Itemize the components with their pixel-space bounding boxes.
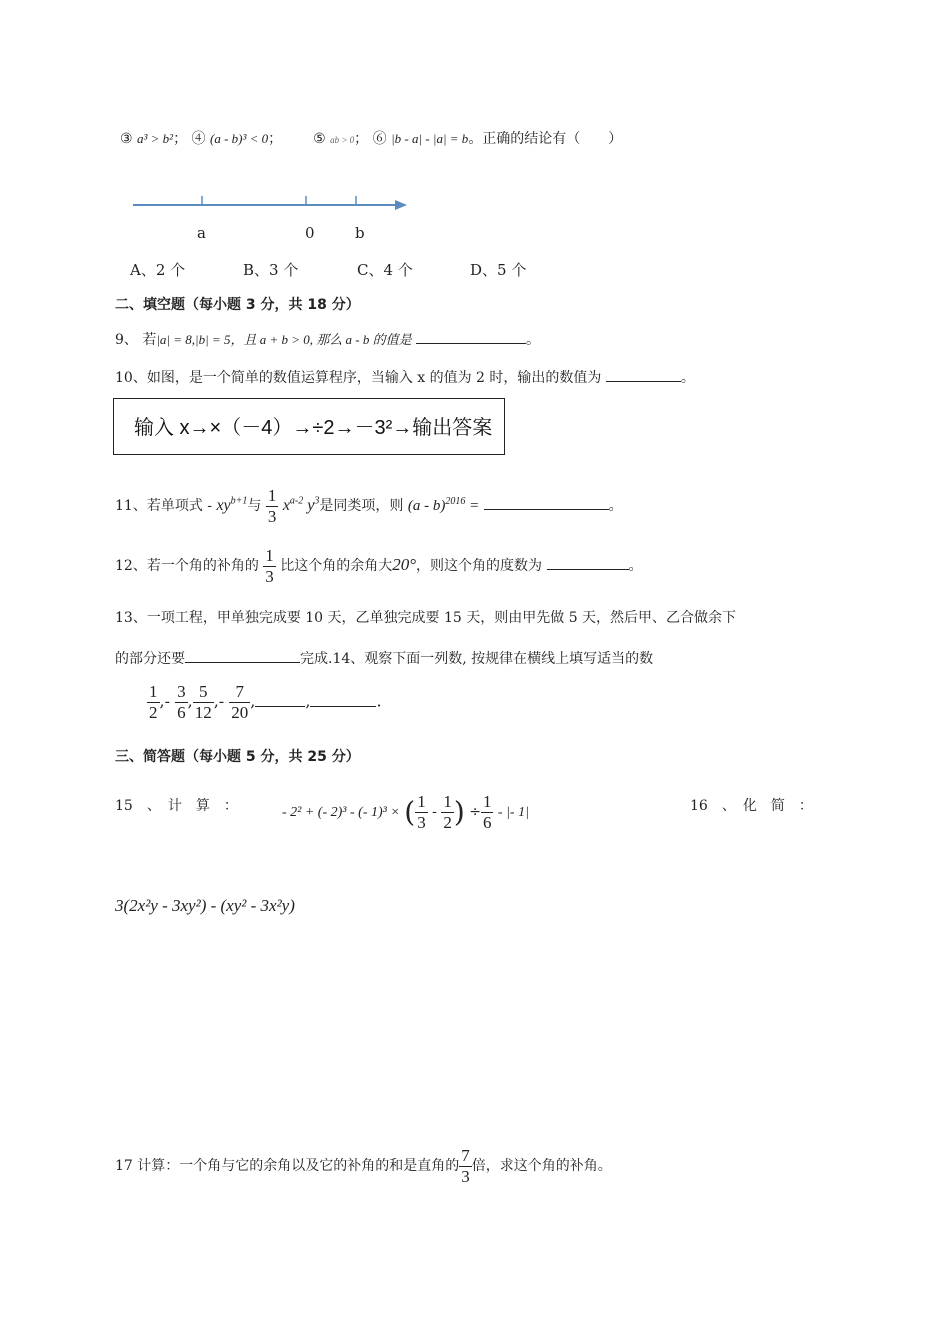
q17-suffix: 倍，求这个角的补角。 [471,1158,612,1175]
q14-blank-2[interactable] [310,692,376,707]
q12-fraction: $\frac{1}{3}$ [265,546,274,586]
q8-c6-marker: ⑥ [372,131,387,147]
q12-mid: 比这个角的余角大 [280,558,393,575]
q17-prefix: 17 计算：一个角与它的余角以及它的补角的和是直角的 [115,1158,460,1175]
q11-suffix: 是同类项，则 [319,498,404,515]
q10-answer-blank[interactable] [606,367,681,382]
question-16-expression: 3(2x²y - 3xy²) - (xy² - 3x²y) [115,896,295,915]
question-12 [115,546,643,586]
q8-separator: ； [354,131,369,147]
q8-option-a: A、2 个 [130,261,186,279]
q12-prefix: 12、若一个角的补角的 [115,558,259,575]
q8-c3-expr: a³ > b² [137,131,174,146]
question-13-line-1: 13、一项工程，甲单独完成要 10 天，乙单独完成要 15 天，则由甲先做 5 天，然后甲、乙合做余下 [115,610,737,626]
q11-mid: 与 [247,498,262,515]
number-line-label-b: b [355,224,365,242]
q17-fraction: $\frac{7}{3}$ [461,1146,470,1186]
q8-c6-expr: |b - a| - |a| = b [391,131,469,146]
q14-fraction-1: $\frac{1}{2}$ [149,682,158,722]
question-14-sequence: $\frac{1}{2}$ ,- $\frac{3}{6}$ , $\frac{5}{12}$ ,- $\frac{7}{20}$ , , . [149,682,382,722]
number-line-label-a: a [197,224,206,242]
flow-program-text: 输入 x→×（－4）→÷2→－3²→输出答案 [134,417,493,439]
question-17 [115,1146,612,1186]
q11-monomial-2: $x^{a-2}$ $y^3$ [282,495,320,515]
q15-expr-tail: - |- 1| [497,805,529,821]
flow-program-box [113,398,505,455]
q11-answer-blank[interactable] [484,495,609,510]
q8-option-c: C、4 个 [357,261,413,279]
q8-c5-expr: ab > 0 [330,135,355,145]
q10-end: 。 [680,370,695,386]
q9-condition: |a| = 8,|b| = 5，且 a + b > 0, 那么 a - b 的值是 [156,332,412,347]
q8-c4-marker: ④ [191,131,206,147]
q12-degree: 20° [392,555,417,575]
q12-end: 。 [628,558,643,575]
q11-monomial-1: $xy^{b+1}$ [216,495,248,515]
q12-suffix: ，则这个角的度数为 [416,558,543,575]
q15-expr-start: - 2² + (- 2)³ - (- 1)³ × [282,805,400,821]
q8-tail: 。正确的结论有（ ） [468,131,623,147]
q14-fraction-3: $\frac{5}{12}$ [194,682,212,722]
q13-line2-start: 的部分还要 [115,651,185,667]
q8-c5-marker: ⑤ [313,131,326,147]
q8-option-b: B、3 个 [243,261,299,279]
q11-fraction: $\frac{1}{3}$ [267,486,277,526]
question-15-label: 15 、 计 算 ： [115,798,238,814]
q8-separator: ； [173,131,188,147]
q8-c4-expr: (a - b)³ < 0 [210,131,269,146]
q8-c3-marker: ③ [120,131,133,147]
q8-conditions [120,128,622,148]
question-9 [115,329,540,349]
question-16-label: 16 、 化 简 ： [690,798,813,814]
q15-frac-1: $\frac{1}{3}$ [417,792,426,832]
q9-answer-blank[interactable] [416,329,526,344]
q14-fraction-4: $\frac{7}{20}$ [231,682,249,722]
q11-expression: (a - b)$^{2016}$ = [407,496,480,515]
question-15-expression: - 2² + (- 2)³ - (- 1)³ × ( $\frac{1}{3}$ - $\frac{1}{2}$ ) ÷ $\frac{1}{6}$ - |- 1| [282,792,529,832]
q14-fraction-2: $\frac{3}{6}$ [177,682,186,722]
q15-frac-2: $\frac{1}{2}$ [443,792,452,832]
number-line-arrow [395,200,407,210]
q15-frac-3: $\frac{1}{6}$ [482,792,492,832]
question-10 [115,367,695,387]
number-line-label-0: 0 [305,224,315,242]
q13-line2-end: 完成.14、观察下面一列数, 按规律在横线上填写适当的数 [300,651,654,667]
question-13-line-2 [115,648,653,668]
number-line [125,190,415,220]
q8-option-d: D、5 个 [470,261,527,279]
q9-end: 。 [526,332,541,348]
q14-blank-1[interactable] [255,692,305,707]
section-3-title: 三、简答题（每小题 5 分，共 25 分） [115,749,360,765]
q11-end: 。 [608,498,623,515]
q8-separator: ； [268,131,283,147]
q11-prefix: 11、若单项式 - [115,498,212,515]
question-11 [115,486,623,526]
section-2-title: 二、填空题（每小题 3 分，共 18 分） [115,297,360,313]
q13-answer-blank[interactable] [185,648,300,663]
q12-answer-blank[interactable] [547,555,629,570]
q9-prefix: 9、 若 [115,332,157,348]
q10-text: 10、如图，是一个简单的数值运算程序，当输入 x 的值为 2 时，输出的数值为 [115,370,602,386]
